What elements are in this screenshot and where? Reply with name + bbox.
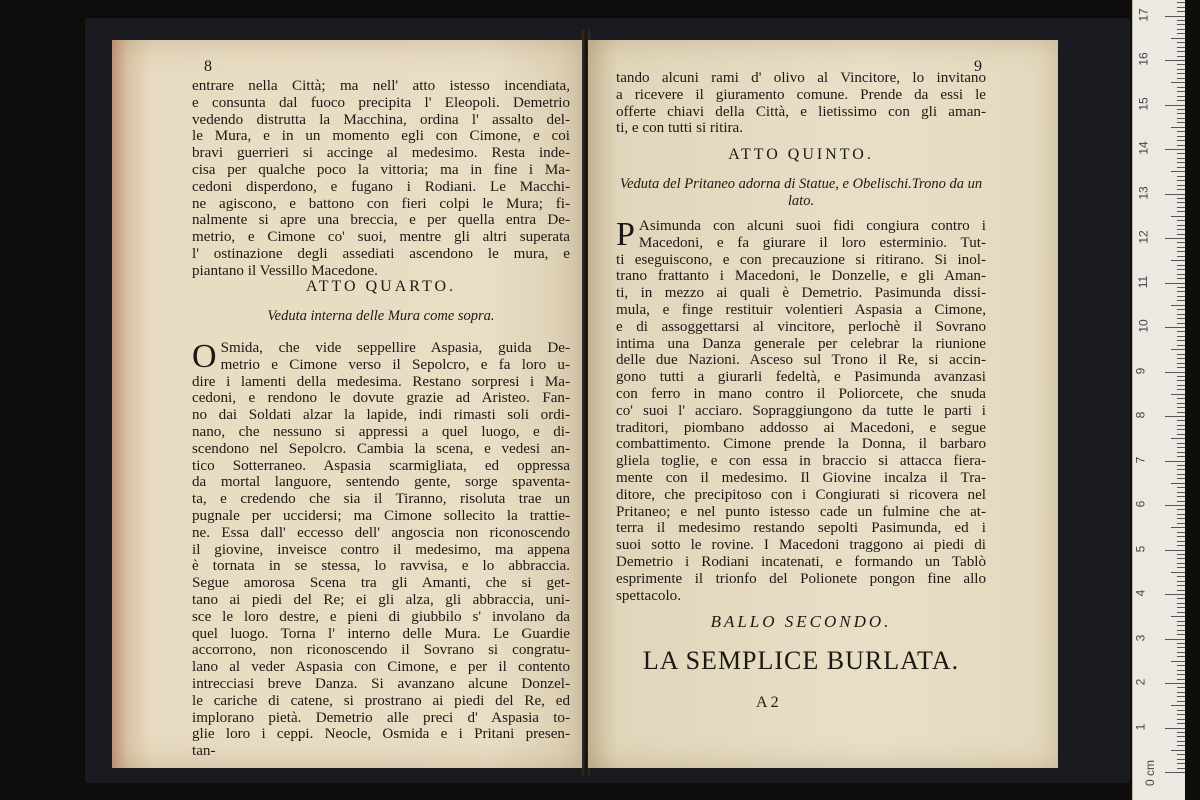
ruler-tick — [1177, 389, 1185, 390]
ruler-tick — [1165, 238, 1185, 239]
text-line: da mortal languore, sentendo gente, sorge spaventa- — [192, 474, 570, 491]
ruler-tick — [1177, 220, 1185, 221]
ruler-tick — [1177, 131, 1185, 132]
ruler-number: 12 — [1136, 230, 1151, 244]
text-line: ne. Essa dall' eccesso dell' angoscia non riconoscendo — [192, 524, 570, 541]
ruler-tick — [1177, 514, 1185, 515]
text-line: sce le loro destre, e pieni di giubbilo s' involano da — [192, 608, 570, 625]
ruler-tick — [1165, 372, 1185, 373]
act-heading-quinto: ATTO QUINTO. — [728, 146, 874, 163]
ruler-tick — [1177, 665, 1185, 666]
measurement-ruler — [1132, 0, 1185, 800]
ruler-tick — [1177, 425, 1185, 426]
ruler-tick — [1177, 687, 1185, 688]
text-line: metrio e Cimone verso il Sepolcro, e fa loro u- — [220, 356, 570, 373]
ruler-tick — [1177, 225, 1185, 226]
ruler-tick — [1177, 603, 1185, 604]
ruler-tick — [1177, 745, 1185, 746]
text-line: con ferro in mano contro il Poliorcete, che snuda — [616, 385, 986, 402]
right-page — [588, 40, 1058, 768]
text-line: accorrono, non riconoscendo il Sovrano si congratu- — [192, 642, 570, 659]
ruler-tick — [1177, 576, 1185, 577]
ruler-tick — [1165, 60, 1185, 61]
ruler-tick — [1177, 452, 1185, 453]
ruler-tick — [1177, 487, 1185, 488]
ruler-tick — [1177, 185, 1185, 186]
ruler-tick — [1177, 87, 1185, 88]
text-line: mente con il medesimo. Il Giovine incalza il Tra- — [616, 469, 986, 486]
text-line: dire i lamenti della medesima. Restano sorpresi i Ma- — [192, 373, 570, 390]
ruler-number: 13 — [1136, 185, 1151, 200]
ruler-number: 11 — [1136, 275, 1151, 288]
ruler-tick — [1177, 318, 1185, 319]
ruler-tick — [1177, 518, 1185, 519]
ruler-tick — [1177, 207, 1185, 208]
ruler-tick — [1177, 51, 1185, 52]
scene-line: Veduta del Pritaneo adorna di Statue, e Obelischi. — [619, 176, 912, 192]
ruler-tick — [1177, 91, 1185, 92]
ruler-tick — [1177, 736, 1185, 737]
ruler-tick — [1171, 127, 1185, 128]
ruler-tick — [1177, 563, 1185, 564]
ruler-number: 15 — [1136, 96, 1151, 111]
ruler-tick — [1177, 768, 1185, 769]
text-line: ti, e con tutti si ritira. — [616, 120, 744, 137]
ruler-tick — [1171, 705, 1185, 706]
ruler-tick — [1177, 247, 1185, 248]
text-line: cedoni, e rendono le dovute grazie ad Aristeo. Fan- — [192, 390, 570, 407]
ruler-tick — [1177, 2, 1185, 3]
ruler-number: 17 — [1136, 7, 1151, 22]
ruler-tick — [1177, 598, 1185, 599]
ballet-title: LA SEMPLICE BURLATA. — [642, 646, 960, 675]
ruler-tick — [1177, 189, 1185, 190]
text-line: intima una Danza generale per celebrar la riunione — [616, 335, 986, 352]
text-line: gliela toglie, e con essa in braccio si attacca fiera- — [616, 453, 986, 470]
ruler-tick — [1177, 621, 1185, 622]
ruler-tick — [1177, 380, 1185, 381]
ruler-number: 6 — [1133, 500, 1148, 508]
ruler-tick — [1177, 251, 1185, 252]
ruler-number: 9 — [1133, 367, 1148, 374]
ruler-tick — [1177, 496, 1185, 497]
ruler-tick — [1171, 572, 1185, 573]
ruler-tick — [1171, 750, 1185, 751]
text-line: glie loro i ceppi. Neocle, Osmida e i Pritani presen- — [192, 726, 570, 743]
text-line: Segue amorosa Scena tra gli Amanti, che si get- — [192, 575, 570, 592]
ruler-tick — [1177, 412, 1185, 413]
ruler-tick — [1177, 607, 1185, 608]
ruler-tick — [1171, 483, 1185, 484]
ruler-tick — [1171, 216, 1185, 217]
ruler-tick — [1177, 710, 1185, 711]
ruler-tick — [1177, 532, 1185, 533]
ruler-tick — [1165, 283, 1185, 284]
text-line: e di assoggettarsi al vincitore, perlochè il Sovrano — [616, 318, 986, 335]
ruler-tick — [1177, 492, 1185, 493]
ruler-tick — [1177, 354, 1185, 355]
ruler-tick — [1177, 701, 1185, 702]
left-paragraph-1 — [192, 78, 570, 280]
text-line: quel luogo. Torna l' interno delle Mura. Le Guardie — [192, 625, 570, 642]
ruler-tick — [1177, 122, 1185, 123]
ruler-tick — [1177, 256, 1185, 257]
ruler-tick — [1171, 527, 1185, 528]
ruler-number: 8 — [1133, 411, 1148, 419]
ruler-number: 7 — [1133, 456, 1148, 463]
ruler-tick — [1171, 661, 1185, 662]
text-line: le cariche di catene, si prostrano ai piedi del Re, ed — [192, 692, 570, 709]
text-line: implorano pietà. Demetrio alle preci d' Aspasia to- — [192, 709, 570, 726]
ruler-tick — [1177, 403, 1185, 404]
scene-description-quarto: Veduta interna delle Mura come sopra. — [267, 308, 495, 324]
ruler-tick — [1177, 158, 1185, 159]
ruler-tick — [1177, 754, 1185, 755]
ruler-tick — [1177, 113, 1185, 114]
ruler-tick — [1171, 616, 1185, 617]
ruler-number: 14 — [1136, 141, 1151, 155]
text-line: piantano il Vessillo Macedone. — [192, 262, 378, 279]
ruler-tick — [1177, 567, 1185, 568]
ruler-tick — [1177, 145, 1185, 146]
text-line: ta, e credendo che sia il Tiranno, risoluta trae un — [192, 491, 570, 508]
ruler-tick — [1177, 759, 1185, 760]
ruler-tick — [1165, 461, 1185, 462]
ruler-tick — [1177, 11, 1185, 12]
text-line: Pritaneo; e nel punto istesso cade un fulmine che at- — [616, 503, 986, 520]
ruler-tick — [1177, 554, 1185, 555]
ruler-tick — [1165, 594, 1185, 595]
ruler-tick — [1177, 465, 1185, 466]
text-line: l' ostinazione degli assediati ascendono le mura, e — [192, 245, 570, 262]
left-page — [112, 40, 584, 768]
ruler-tick — [1177, 265, 1185, 266]
ruler-tick — [1177, 56, 1185, 57]
ruler-tick — [1177, 363, 1185, 364]
text-line: offerte chiavi della Città, e lietissimo con gli aman- — [616, 103, 986, 120]
text-line: nalmente si apre una breccia, e per quella entra De- — [192, 212, 570, 229]
text-line: tano ai piedi del Re; ei gli alza, gli abbraccia, uni- — [192, 591, 570, 608]
ruler-tick — [1177, 100, 1185, 101]
ruler-tick — [1177, 692, 1185, 693]
text-line: cisa per qualche poco la vittoria; ma in fine i Ma- — [192, 161, 570, 178]
text-line: intrecciasi breve Danza. Si avanzano alcune Donzel- — [192, 675, 570, 692]
ruler-tick — [1171, 438, 1185, 439]
ruler-tick — [1177, 234, 1185, 235]
ruler-number: 3 — [1133, 634, 1148, 641]
text-line: ti, in mezzo ai quali è Demetrio. Pasimunda dissi- — [616, 285, 986, 302]
ruler-tick — [1177, 474, 1185, 475]
text-line: pugnale per uccidersi; ma Cimone sollecito la trattie- — [192, 507, 570, 524]
ruler-tick — [1171, 171, 1185, 172]
ruler-tick — [1177, 136, 1185, 137]
left-paragraph-2 — [192, 340, 570, 760]
ruler-tick — [1177, 590, 1185, 591]
text-line: scendono nel Sepolcro. Cambia la scena, e vedesi an- — [192, 440, 570, 457]
ruler-number: 4 — [1133, 589, 1148, 597]
ruler-tick — [1171, 349, 1185, 350]
ballo-heading: BALLO SECONDO. — [710, 612, 892, 631]
ruler-tick — [1177, 385, 1185, 386]
right-paragraph-2 — [616, 218, 986, 604]
ruler-tick — [1177, 314, 1185, 315]
right-paragraph-1 — [616, 70, 986, 137]
ruler-number: 2 — [1133, 678, 1148, 686]
text-line: Smida, che vide seppellire Aspasia, guida De- — [220, 340, 570, 356]
ruler-tick — [1171, 82, 1185, 83]
drop-cap: O — [192, 338, 217, 375]
ruler-tick — [1177, 625, 1185, 626]
ruler-tick — [1177, 96, 1185, 97]
text-line: mula, e finge restituir volentieri Aspasia a Cimone, — [616, 301, 986, 318]
ruler-tick — [1177, 7, 1185, 8]
ruler-tick — [1177, 64, 1185, 65]
text-line: nano, che nessuno si appressi a quel luogo, e di- — [192, 423, 570, 440]
ruler-tick — [1177, 140, 1185, 141]
ruler-tick — [1165, 683, 1185, 684]
text-line: ti eseguiscono, e con precauzione si ritirano. Si inol- — [616, 251, 986, 268]
text-line: trano frattanto i Macedoni, le Donzelle, e gli Aman- — [616, 268, 986, 285]
ruler-tick — [1177, 153, 1185, 154]
ruler-tick — [1177, 109, 1185, 110]
ruler-tick — [1177, 456, 1185, 457]
ruler-tick — [1177, 741, 1185, 742]
text-line: suoi sotto le rovine. I Macedoni traggono ai piedi di — [616, 537, 986, 554]
text-line: no dai Soldati alzar la lapide, indi rimasti soli ordi- — [192, 407, 570, 424]
text-line: bravi guerrieri si accinge al medesimo. Resta inde- — [192, 145, 570, 162]
drop-cap: P — [616, 216, 635, 253]
ruler-tick — [1177, 202, 1185, 203]
ruler-tick — [1177, 42, 1185, 43]
ruler-tick — [1165, 505, 1185, 506]
ruler-tick — [1177, 340, 1185, 341]
ruler-tick — [1177, 211, 1185, 212]
ruler-tick — [1177, 523, 1185, 524]
text-line: ditore, che precipitoso con i Congiurati si ricovera nel — [616, 486, 986, 503]
ruler-tick — [1177, 407, 1185, 408]
ruler-tick — [1177, 242, 1185, 243]
ruler-tick — [1177, 167, 1185, 168]
ruler-tick — [1165, 772, 1185, 773]
ruler-tick — [1177, 287, 1185, 288]
ruler-tick — [1177, 180, 1185, 181]
text-line: Macedoni, e fa giurare il loro esterminio. Tut- — [638, 234, 986, 251]
ruler-tick — [1177, 118, 1185, 119]
ruler-tick — [1165, 105, 1185, 106]
ruler-tick — [1177, 630, 1185, 631]
ruler-tick — [1177, 558, 1185, 559]
ruler-tick — [1165, 728, 1185, 729]
ruler-tick — [1177, 647, 1185, 648]
ruler-tick — [1177, 336, 1185, 337]
ruler-tick — [1177, 634, 1185, 635]
ruler-tick — [1177, 33, 1185, 34]
ruler-tick — [1177, 541, 1185, 542]
ruler-tick — [1165, 416, 1185, 417]
ruler-number: 1 — [1133, 723, 1148, 730]
text-line: entrare nella Città; ma nell' atto istesso incendiata, — [192, 78, 570, 94]
ruler-tick — [1177, 652, 1185, 653]
text-line: e consunta dal fuoco precipita l' Eleopoli. Demetrio — [192, 94, 570, 111]
ruler-tick — [1177, 296, 1185, 297]
ruler-number: 5 — [1133, 545, 1148, 552]
ruler-tick — [1177, 478, 1185, 479]
ruler-tick — [1177, 309, 1185, 310]
text-line: delle due Nazioni. Asceso sul Trono il Re, si accin- — [616, 352, 986, 369]
ruler-tick — [1177, 420, 1185, 421]
ruler-tick — [1177, 367, 1185, 368]
ruler-tick — [1177, 501, 1185, 502]
text-line: traditori, piombano addosso ai Macedoni, e segue — [616, 419, 986, 436]
page-number-right: 9 — [974, 58, 982, 75]
signature-mark: A 2 — [756, 694, 779, 711]
ruler-tick — [1177, 278, 1185, 279]
ruler-tick — [1177, 300, 1185, 301]
text-line: tando alcuni rami d' olivo al Vincitore, lo invitano — [616, 70, 986, 86]
ruler-tick — [1177, 612, 1185, 613]
ruler-tick — [1177, 536, 1185, 537]
ruler-tick — [1177, 447, 1185, 448]
ruler-tick — [1177, 670, 1185, 671]
ruler-tick — [1177, 47, 1185, 48]
ruler-tick — [1177, 763, 1185, 764]
ruler-tick — [1177, 585, 1185, 586]
text-line: cedoni disperdono, e fugano i Rodiani. Le Macchi- — [192, 178, 570, 195]
text-line: tan- — [192, 743, 216, 760]
ruler-number: 16 — [1136, 52, 1151, 66]
ruler-tick — [1177, 732, 1185, 733]
ruler-tick — [1177, 176, 1185, 177]
text-line: vedendo distrutta la Macchina, ordina l' assalto del- — [192, 111, 570, 128]
text-line: a ricevere il giuramento comune. Prende da essi le — [616, 86, 986, 103]
ruler-tick — [1177, 643, 1185, 644]
text-line: metrio, e Cimone co' suoi, mentre gli altri superata — [192, 229, 570, 246]
scene-description-quinto — [616, 176, 986, 210]
ruler-tick — [1165, 16, 1185, 17]
ruler-tick — [1177, 719, 1185, 720]
text-line: gono tutti a giurarli fedeltà, e Pasimunda avanzasi — [616, 369, 986, 386]
text-line: Demetrio i Rodiani incatenati, e formando un Tablò — [616, 553, 986, 570]
ruler-tick — [1177, 198, 1185, 199]
ruler-tick — [1177, 545, 1185, 546]
ruler-tick — [1177, 674, 1185, 675]
ruler-tick — [1171, 38, 1185, 39]
ruler-tick — [1177, 331, 1185, 332]
text-line: è tornata in se stessa, lo ravvisa, e lo abbraccia. — [192, 558, 570, 575]
ruler-number: 10 — [1136, 319, 1151, 333]
ruler-tick — [1171, 394, 1185, 395]
ruler-tick — [1171, 305, 1185, 306]
text-line: co' suoi l' acciaro. Sopraggiungono da tutte le parti i — [616, 402, 986, 419]
text-line: ne agiscono, e battono con fieri colpi le Mura; fi- — [192, 195, 570, 212]
ruler-tick — [1177, 69, 1185, 70]
ruler-tick — [1177, 656, 1185, 657]
text-line: combattimento. Cimone prende la Donna, il barbaro — [616, 436, 986, 453]
text-line: spettacolo. — [616, 587, 681, 604]
ruler-tick — [1165, 639, 1185, 640]
act-heading-quarto: ATTO QUARTO. — [305, 278, 456, 295]
scene-line: Trono da un lato. — [787, 176, 983, 209]
ruler-tick — [1177, 291, 1185, 292]
ruler-tick — [1177, 162, 1185, 163]
ruler-tick — [1177, 469, 1185, 470]
ruler-tick — [1177, 723, 1185, 724]
text-line: Asimunda con alcuni suoi fidi congiura contro i — [638, 218, 986, 234]
ruler-tick — [1177, 269, 1185, 270]
ruler-tick — [1177, 581, 1185, 582]
ruler-tick — [1177, 434, 1185, 435]
text-line: terra il medesimo restando sepolti Pasimunda, ed i — [616, 520, 986, 537]
ruler-unit-label: 0 cm — [1143, 759, 1158, 787]
ruler-tick — [1177, 229, 1185, 230]
ruler-tick — [1177, 323, 1185, 324]
text-line: esprimente il trionfo del Polionete pongon fine allo — [616, 570, 986, 587]
ruler-tick — [1177, 358, 1185, 359]
ruler-tick — [1177, 398, 1185, 399]
text-line: il giovine, inveisce contro il medesimo, ma appena — [192, 541, 570, 558]
ruler-tick — [1177, 696, 1185, 697]
ruler-tick — [1165, 149, 1185, 150]
ruler-tick — [1177, 443, 1185, 444]
ruler-tick — [1177, 73, 1185, 74]
page-number-left: 8 — [204, 58, 212, 75]
ruler-tick — [1165, 194, 1185, 195]
ruler-tick — [1177, 714, 1185, 715]
ruler-tick — [1165, 550, 1185, 551]
ruler-tick — [1165, 327, 1185, 328]
ruler-tick — [1177, 376, 1185, 377]
ruler-tick — [1177, 429, 1185, 430]
ruler-tick — [1177, 29, 1185, 30]
text-line: tico Sotterraneo. Aspasia scarmigliata, ed oppressa — [192, 457, 570, 474]
ruler-tick — [1177, 345, 1185, 346]
ruler-tick — [1177, 20, 1185, 21]
ruler-tick — [1177, 509, 1185, 510]
ruler-tick — [1177, 78, 1185, 79]
text-line: lano al veder Aspasia con Cimone, e per il contento — [192, 659, 570, 676]
ruler-tick — [1177, 24, 1185, 25]
ruler-tick — [1177, 274, 1185, 275]
ruler-tick — [1177, 679, 1185, 680]
text-line: le Mura, e in un momento egli con Cimone, e coi — [192, 128, 570, 145]
ruler-tick — [1171, 260, 1185, 261]
